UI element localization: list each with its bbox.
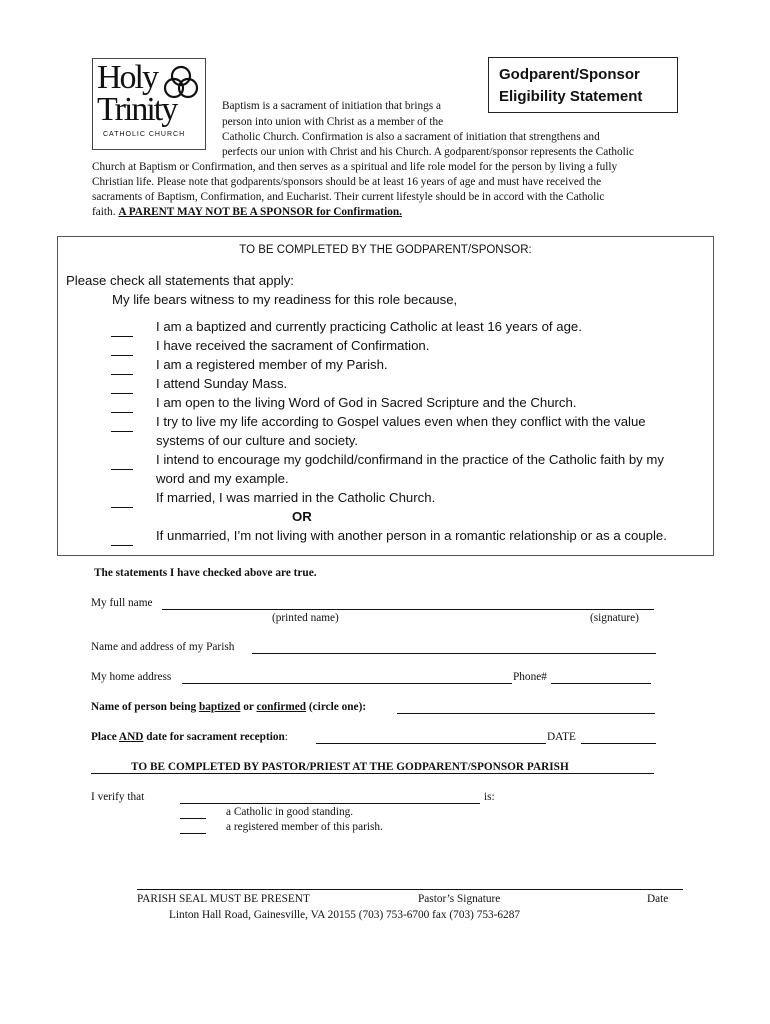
parish-label: Name and address of my Parish xyxy=(91,641,235,653)
parish-field[interactable] xyxy=(252,653,656,654)
checkbox-blank[interactable] xyxy=(111,507,133,508)
affirmation-text: The statements I have checked above are true. xyxy=(94,567,317,579)
checkbox-blank[interactable] xyxy=(111,412,133,413)
registered-member-check[interactable] xyxy=(180,833,206,834)
logo-word-trinity: Trinity xyxy=(97,91,177,128)
verify-is-label: is: xyxy=(484,791,495,803)
checkbox-blank[interactable] xyxy=(111,336,133,337)
person-label xyxy=(91,701,366,713)
godparent-heading-text: TO BE COMPLETED BY THE GODPARENT/SPONSOR xyxy=(239,244,529,256)
signature-caption: (signature) xyxy=(590,612,639,624)
date-field[interactable] xyxy=(581,743,656,744)
parish-seal-notice: PARISH SEAL MUST BE PRESENT xyxy=(137,893,310,905)
checklist-item-continued: systems of our culture and society. xyxy=(156,433,359,448)
logo-word-holy: Holy xyxy=(97,59,157,96)
pastor-signature-line[interactable] xyxy=(137,889,683,890)
intro-line: sacraments of Baptism, Confirmation, and Eucharist. Their current lifestyle should be in accord with the Catholic xyxy=(92,191,605,203)
phone-field[interactable] xyxy=(551,683,651,684)
or-separator: OR xyxy=(292,509,312,524)
person-name-field[interactable] xyxy=(397,713,655,714)
full-name-field[interactable] xyxy=(162,609,654,610)
pastor-section-heading: TO BE COMPLETED BY PASTOR/PRIEST AT THE GODPARENT/SPONSOR PARISH xyxy=(131,761,569,773)
printed-name-caption: (printed name) xyxy=(272,612,339,624)
place-label-and: AND xyxy=(118,731,144,743)
pastor-signature-label: Pastor’s Signature xyxy=(418,893,501,905)
intro-line: perfects our union with Christ and his Church. A godparent/sponsor represents the Catholic xyxy=(222,146,634,158)
checklist-item: If unmarried, I’m not living with another person in a romantic relationship or as a couple. xyxy=(156,528,667,543)
verify-name-field[interactable] xyxy=(180,803,480,804)
confirmed-option[interactable]: confirmed xyxy=(256,701,307,713)
checkbox-blank[interactable] xyxy=(111,374,133,375)
godparent-section-heading xyxy=(57,244,714,256)
checklist-item-continued: word and my example. xyxy=(156,471,289,486)
checkbox-blank[interactable] xyxy=(111,431,133,432)
title-line-1: Godparent/Sponsor xyxy=(499,66,640,83)
registered-member-option: a registered member of this parish. xyxy=(226,821,383,833)
checklist-item: I intend to encourage my godchild/confirmand in the practice of the Catholic faith by my xyxy=(156,452,664,467)
form-title-box xyxy=(488,57,678,113)
checklist-item: If married, I was married in the Catholic Church. xyxy=(156,490,436,505)
checklist-item: I am a registered member of my Parish. xyxy=(156,357,388,372)
title-line-2: Eligibility Statement xyxy=(499,88,643,105)
intro-last-line xyxy=(92,205,402,220)
pastor-heading-underline xyxy=(91,773,654,774)
checklist-item: I am open to the living Word of God in Sacred Scripture and the Church. xyxy=(156,395,577,410)
intro-line: Baptism is a sacrament of initiation that brings a xyxy=(222,100,441,112)
witness-lead: My life bears witness to my readiness for this role because, xyxy=(112,292,458,307)
intro-line: Church at Baptism or Confirmation, and then serves as a spiritual and life role model for the person by living a fully xyxy=(92,161,618,173)
checkbox-blank[interactable] xyxy=(111,469,133,470)
checklist-item: I have received the sacrament of Confirmation. xyxy=(156,338,430,353)
full-name-label: My full name xyxy=(91,597,153,609)
checklist-item: I attend Sunday Mass. xyxy=(156,376,288,391)
person-label-post: (circle one): xyxy=(306,701,367,713)
trinity-rings-icon xyxy=(161,63,201,103)
home-address-label: My home address xyxy=(91,671,172,683)
home-address-field[interactable] xyxy=(182,683,512,684)
date-label: DATE xyxy=(547,731,576,743)
good-standing-check[interactable] xyxy=(180,818,206,819)
verify-label: I verify that xyxy=(91,791,145,803)
good-standing-option: a Catholic in good standing. xyxy=(226,806,354,818)
logo-catholic-church: CATHOLIC CHURCH xyxy=(103,131,186,138)
person-label-or: or xyxy=(240,701,257,713)
place-label-post: date for sacrament reception xyxy=(143,731,285,743)
checklist-item: I try to live my life according to Gospel values even when they conflict with the value xyxy=(156,414,646,429)
parish-logo xyxy=(92,58,206,150)
intro-line: Catholic Church. Confirmation is also a sacrament of initiation that strengthens and xyxy=(222,131,600,143)
place-label-pre: Place xyxy=(91,731,119,743)
place-label xyxy=(91,731,288,743)
parent-not-sponsor-notice: A PARENT MAY NOT BE A SPONSOR for Confirmation. xyxy=(118,206,402,218)
checkbox-blank[interactable] xyxy=(111,545,133,546)
footer-date-label: Date xyxy=(647,893,669,905)
phone-label: Phone# xyxy=(513,671,547,683)
intro-line: person into union with Christ as a member of the xyxy=(222,116,444,128)
checkbox-blank[interactable] xyxy=(111,393,133,394)
baptized-option[interactable]: baptized xyxy=(198,701,241,713)
godparent-heading-colon: : xyxy=(528,244,532,256)
parish-address: Linton Hall Road, Gainesville, VA 20155 (703) 753-6700 fax (703) 753-6287 xyxy=(169,909,520,921)
intro-last-prefix: faith. xyxy=(92,206,119,218)
place-label-colon: : xyxy=(284,731,288,743)
person-label-pre: Name of person being xyxy=(91,701,199,713)
intro-line: Christian life. Please note that godparents/sponsors should be at least 16 years of age and must have received the xyxy=(92,176,602,188)
place-field[interactable] xyxy=(316,743,546,744)
checklist-item: I am a baptized and currently practicing Catholic at least 16 years of age. xyxy=(156,319,582,334)
checkbox-blank[interactable] xyxy=(111,355,133,356)
check-instruction: Please check all statements that apply: xyxy=(66,273,294,288)
